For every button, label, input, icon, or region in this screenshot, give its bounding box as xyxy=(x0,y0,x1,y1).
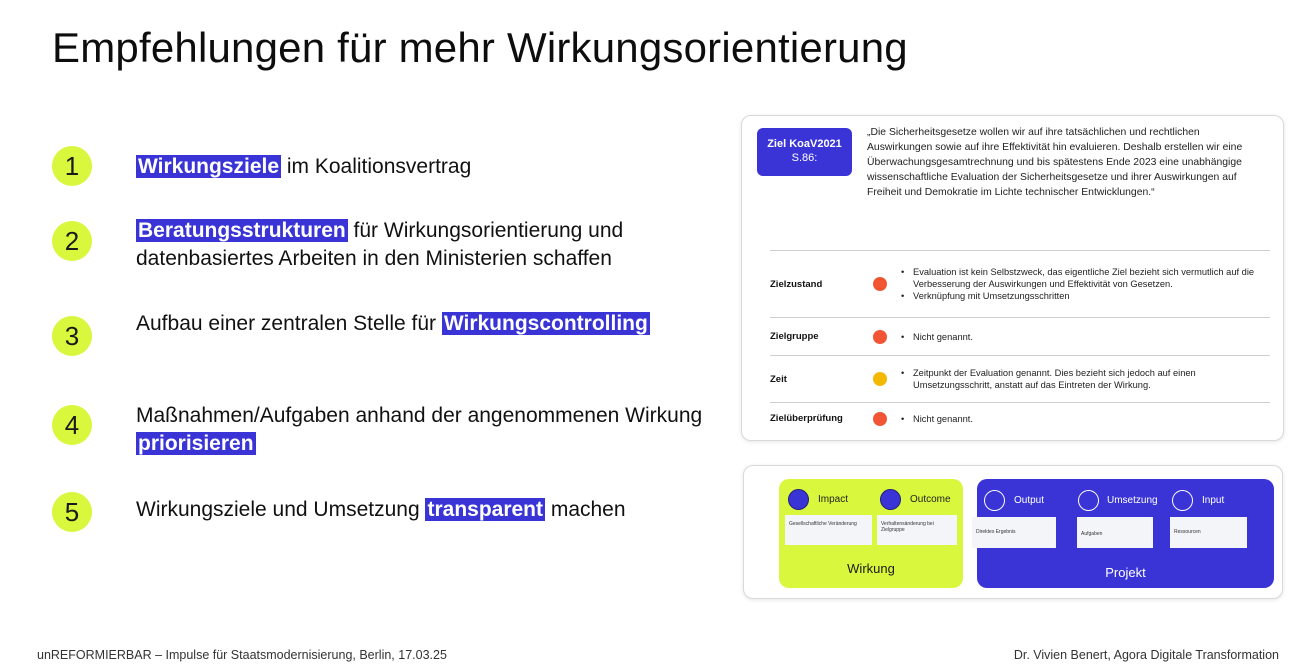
slide-title: Empfehlungen für mehr Wirkungsorientierung xyxy=(52,24,908,71)
recommendation-lead: Wirkungsziele und Umsetzung xyxy=(136,498,426,521)
stage-label: Impact xyxy=(818,494,849,505)
stage-input xyxy=(1172,490,1224,511)
number-badge: 5 xyxy=(52,492,92,532)
stage-outcome xyxy=(880,489,951,510)
stage-card-impact: Gesellschaftliche Veränderung xyxy=(785,515,872,545)
stage-label: Outcome xyxy=(910,494,951,505)
criteria-row-zielgruppe xyxy=(770,317,1270,355)
criteria-label: Zeit xyxy=(770,373,787,385)
stage-card-input: Ressourcen xyxy=(1170,517,1247,548)
coalition-goal-card xyxy=(741,115,1284,441)
goal-badge-title: Ziel KoaV2021 xyxy=(767,138,842,150)
output-circle-icon xyxy=(984,490,1005,511)
recommendation-text xyxy=(136,146,471,181)
impact-circle-icon xyxy=(788,489,809,510)
wirkung-label: Wirkung xyxy=(847,561,895,576)
outcome-circle-icon xyxy=(880,489,901,510)
status-red-dot-icon xyxy=(873,277,887,291)
criteria-bullets xyxy=(901,413,1261,425)
goal-badge xyxy=(757,128,852,176)
criteria-bullets xyxy=(901,266,1261,302)
recommendation-rest: im Koalitionsvertrag xyxy=(281,155,472,178)
stage-umsetzung xyxy=(1078,490,1158,511)
criteria-bullets xyxy=(901,367,1261,391)
status-red-dot-icon xyxy=(873,330,887,344)
number-badge: 3 xyxy=(52,316,92,356)
criteria-table xyxy=(770,250,1270,434)
recommendation-rest: machen xyxy=(545,498,626,521)
criteria-bullets xyxy=(901,331,1261,343)
input-circle-icon xyxy=(1172,490,1193,511)
criteria-bullet: • Verknüpfung mit Umsetzungsschritten xyxy=(901,290,1261,302)
umsetzung-circle-icon xyxy=(1078,490,1099,511)
footer-event: unREFORMIERBAR – Impulse für Staatsmodernisierung, Berlin, 17.03.25 xyxy=(37,648,447,662)
recommendation-1 xyxy=(52,146,712,186)
criteria-bullet: • Nicht genannt. xyxy=(901,331,1261,343)
projekt-label: Projekt xyxy=(1105,565,1146,580)
highlight-term: Wirkungsziele xyxy=(138,155,280,178)
highlight-term: Wirkungscontrolling xyxy=(443,312,648,335)
goal-quote: „Die Sicherheitsgesetze wollen wir auf ihre tatsächlichen und rechtlichen Auswirkungen sowie auf ihre Effektivität hin evaluieren. Deshalb erstellen wir eine Überwachungsgesamtrechnung und bis spätestens Ende 2023 eine unabhängige wissenschaftliche Evaluation der Sicherheitsgesetze und ihrer Auswirkungen auf Freiheit und Demokratie im Lichte technischer Entwicklungen.“ xyxy=(867,127,1243,198)
stage-output xyxy=(984,490,1044,511)
criteria-label: Zielüberprüfung xyxy=(770,413,843,424)
highlight-term: Beratungsstrukturen xyxy=(138,219,346,242)
recommendation-4 xyxy=(52,405,712,458)
criteria-row-zeit xyxy=(770,355,1270,402)
criteria-label: Zielzustand xyxy=(770,278,823,290)
number-badge: 1 xyxy=(52,146,92,186)
recommendation-text xyxy=(136,310,650,338)
wirkung-box xyxy=(779,479,963,588)
footer-author: Dr. Vivien Benert, Agora Digitale Transformation xyxy=(1013,648,1279,662)
criteria-bullet: • Nicht genannt. xyxy=(901,413,1261,425)
criteria-label: Zielgruppe xyxy=(770,331,819,342)
recommendation-text xyxy=(136,217,712,273)
number-badge: 4 xyxy=(52,405,92,445)
recommendation-5 xyxy=(52,492,712,532)
recommendation-lead: Aufbau einer zentralen Stelle für xyxy=(136,312,442,335)
recommendation-rest: für Wirkungsorientierung und datenbasiertes Arbeiten in den Ministerien schaffen xyxy=(136,219,624,270)
highlight-term: transparent xyxy=(427,498,543,521)
stage-label: Umsetzung xyxy=(1107,495,1158,506)
recommendation-lead: Maßnahmen/Aufgaben anhand der angenommenen Wirkung xyxy=(136,404,703,427)
stage-card-umsetzung: Aufgaben xyxy=(1077,517,1153,548)
criteria-row-zielzustand xyxy=(770,250,1270,317)
recommendation-3 xyxy=(52,312,712,356)
criteria-bullet: • Evaluation ist kein Selbstzweck, das eigentliche Ziel bezieht sich vermutlich auf die Verbesserung der Auswirkungen und Effektivität von Gesetzen. xyxy=(901,266,1261,290)
stage-card-output: Direktes Ergebnis xyxy=(972,517,1056,548)
criteria-row-zielueberpruefung xyxy=(770,402,1270,434)
number-badge: 2 xyxy=(52,221,92,261)
projekt-box xyxy=(977,479,1274,588)
recommendation-text xyxy=(136,492,626,524)
criteria-bullet: • Zeitpunkt der Evaluation genannt. Dies bezieht sich jedoch auf einen Umsetzungsschritt, anstatt auf das Eintreten der Wirkung. xyxy=(901,367,1261,391)
goal-badge-page: S.86: xyxy=(791,152,818,164)
status-red-dot-icon xyxy=(873,412,887,426)
stage-label: Output xyxy=(1014,495,1045,506)
recommendation-text xyxy=(136,402,712,458)
status-yellow-dot-icon xyxy=(873,372,887,386)
recommendation-2 xyxy=(52,221,712,273)
highlight-term: priorisieren xyxy=(138,432,254,455)
impact-chain-card xyxy=(743,465,1283,599)
stage-label: Input xyxy=(1202,495,1225,506)
stage-card-outcome: Verhaltensänderung bei Zielgruppe xyxy=(877,515,957,545)
stage-impact xyxy=(788,489,848,510)
